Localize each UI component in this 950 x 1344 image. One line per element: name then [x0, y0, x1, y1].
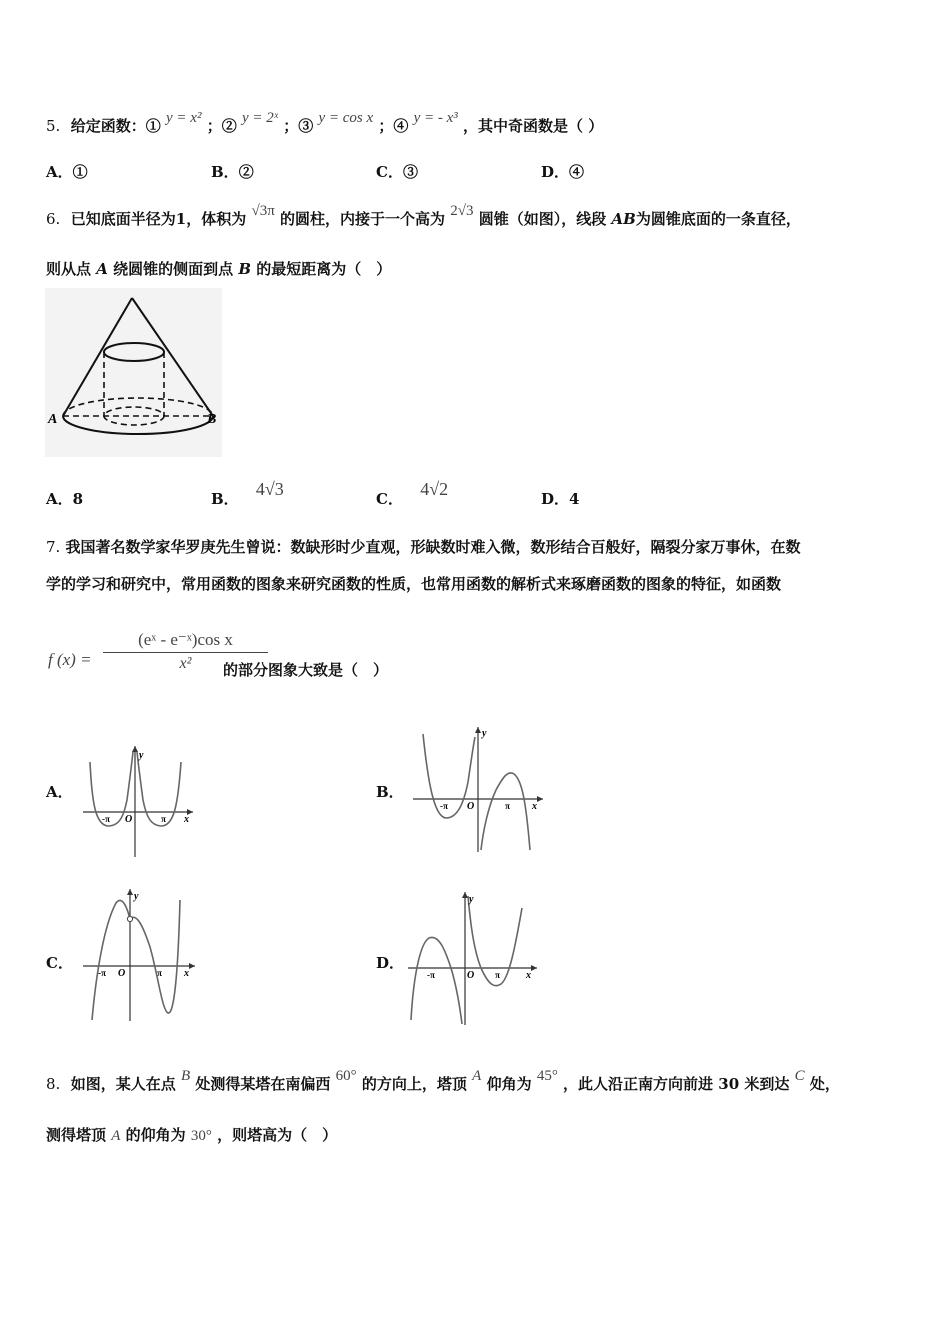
- graph-c-svg: [80, 885, 200, 1025]
- q5-f1: y = x²: [166, 110, 202, 126]
- cone-diagram: [45, 288, 222, 457]
- q5-sep3: ；③: [283, 117, 314, 135]
- graph-a-curve-right: [137, 752, 181, 826]
- graph-b-y-label: y: [482, 728, 487, 739]
- q7-graph-c[interactable]: [80, 885, 200, 1025]
- q5-option-c-text: ③: [402, 163, 418, 181]
- graph-a-svg: [78, 740, 198, 860]
- q7-option-b[interactable]: [376, 781, 404, 802]
- q8-angle1: 60°: [335, 1068, 357, 1084]
- q7-line1: 我国著名数学家华罗庚先生曾说：数缺形时少直观，形缺数时难入微，数形结合百般好，隔裂分家万事休，在数: [65, 538, 801, 556]
- graph-a-pi: π: [161, 814, 166, 824]
- q7-graph-a[interactable]: [78, 740, 198, 860]
- q6-option-d-label: D．: [541, 490, 570, 508]
- q7-option-a-label: A．: [46, 783, 73, 801]
- q6-option-c[interactable]: [376, 479, 449, 509]
- q6-option-b-label: B．: [211, 490, 239, 508]
- q8-point-a2: A: [111, 1128, 121, 1144]
- graph-d-origin-label: O: [467, 970, 475, 981]
- q6-option-d-text: 4: [569, 490, 580, 508]
- q5-option-a-label: A．: [46, 163, 73, 181]
- graph-c-x-label: x: [184, 968, 189, 979]
- q6-option-a-label: A．: [46, 490, 73, 508]
- graph-d-y-label: y: [469, 894, 474, 905]
- q7-graph-d[interactable]: [405, 888, 545, 1028]
- q6-stem-line1: [46, 203, 801, 229]
- q6-radius: 1: [175, 210, 187, 228]
- q5-option-d-label: D．: [541, 163, 570, 181]
- q6-option-a-text: 8: [72, 490, 84, 508]
- graph-d-y-arrow: [462, 892, 468, 898]
- q7-option-d[interactable]: [376, 952, 404, 973]
- q7-option-c-label: C．: [46, 954, 73, 972]
- q7-stem-line1: [46, 536, 801, 557]
- graph-d-x-label: x: [526, 970, 531, 981]
- graph-b-origin-label: O: [467, 801, 475, 812]
- q8-number: 8.: [46, 1075, 61, 1093]
- q7-line2: 学的学习和研究中，常用函数的图象来研究函数的性质，也常用函数的解析式来琢磨函数的图象的特征，如函数: [46, 575, 782, 593]
- q5-option-a-text: ①: [72, 163, 88, 181]
- q6-part3: 的圆柱，内接于一个高为: [280, 210, 446, 228]
- q5-f3: y = cos x: [318, 110, 374, 126]
- q5-number: 5.: [46, 117, 61, 135]
- q6-height: 2√3: [450, 203, 474, 219]
- q8-p5: ，此人沿正南方向前进 30 米到达: [563, 1075, 790, 1093]
- q7-number: 7.: [46, 538, 61, 556]
- q8-p4: 仰角为: [486, 1075, 532, 1093]
- graph-d-neg-pi: -π: [427, 970, 435, 980]
- graph-c-y-arrow: [127, 889, 133, 895]
- graph-d-pi: π: [495, 970, 500, 980]
- q6-option-b-text: 4√3: [255, 479, 284, 499]
- q7-graph-b[interactable]: [408, 722, 548, 856]
- q6-part2: ，体积为: [186, 210, 247, 228]
- graph-a-neg-pi: -π: [102, 814, 110, 824]
- q5-option-b-label: B．: [211, 163, 239, 181]
- q5-option-d-text: ④: [569, 163, 585, 181]
- q6-option-a[interactable]: [46, 488, 83, 509]
- cone-label-b: B: [207, 412, 217, 427]
- q7-fraction-bar: [103, 652, 268, 653]
- graph-b-pi: π: [505, 801, 510, 811]
- q5-option-b-text: ②: [238, 163, 254, 181]
- graph-b-svg: [408, 722, 548, 856]
- q6-part1: 已知底面半径为: [70, 210, 176, 228]
- cone-base-front: [63, 416, 213, 434]
- graph-c-curve-left: [92, 900, 130, 1020]
- q8-p1: 如图，某人在点: [70, 1075, 176, 1093]
- graph-c-hollow-point: [127, 916, 132, 921]
- q8-p6: 处，: [809, 1075, 840, 1093]
- q6-volume: √3π: [251, 203, 275, 219]
- graph-d-curve-left: [411, 937, 462, 1024]
- q5-option-a[interactable]: [46, 161, 88, 182]
- graph-c-y-label: y: [134, 891, 139, 902]
- cylinder-top: [104, 343, 164, 361]
- graph-c-x-arrow: [189, 963, 195, 969]
- q6-seg: AB: [611, 210, 636, 228]
- q7-suffix: 的部分图象大致是（ ）: [223, 661, 389, 679]
- cone-label-a: A: [48, 412, 58, 427]
- q7-stem-line2: [46, 573, 781, 594]
- q8-l2b: 的仰角为: [125, 1126, 186, 1144]
- q8-l2c: ，则塔高为（ ）: [217, 1126, 338, 1144]
- q6-number: 6.: [46, 210, 61, 228]
- q8-p3: 的方向上，塔顶: [361, 1075, 467, 1093]
- q6-option-c-text: 4√2: [420, 479, 449, 499]
- q7-option-d-label: D．: [376, 954, 405, 972]
- q6-line2-a: 则从点: [46, 260, 92, 278]
- graph-b-curve-right: [481, 773, 530, 850]
- graph-a-y-label: y: [139, 750, 144, 761]
- q5-sep4: ；④: [378, 117, 409, 135]
- graph-b-x-arrow: [537, 796, 543, 802]
- graph-c-pi: π: [157, 968, 162, 978]
- q8-angle3: 30°: [190, 1128, 212, 1144]
- graph-d-x-arrow: [531, 965, 537, 971]
- q6-cone-figure: [45, 288, 222, 457]
- q6-stem-line2: [46, 258, 391, 279]
- q8-angle2: 45°: [536, 1068, 558, 1084]
- q7-numerator: (eˣ - e⁻ˣ)cos x: [138, 630, 233, 649]
- q7-option-b-label: B．: [376, 783, 404, 801]
- graph-a-y-arrow: [132, 746, 138, 752]
- q6-line2-c: 的最短距离为（ ）: [256, 260, 392, 278]
- q5-option-c[interactable]: [376, 161, 418, 182]
- q5-option-c-label: C．: [376, 163, 403, 181]
- graph-b-x-label: x: [532, 801, 537, 812]
- q5-option-b[interactable]: [211, 161, 254, 182]
- q8-point-b: B: [181, 1068, 191, 1084]
- q5-f2: y = 2ˣ: [241, 110, 278, 126]
- q8-point-a: A: [472, 1068, 482, 1084]
- graph-a-x-label: x: [184, 814, 189, 825]
- q6-part4: 圆锥（如图），线段: [478, 210, 607, 228]
- graph-c-origin-label: O: [118, 968, 126, 979]
- q5-sep2: ；②: [206, 117, 237, 135]
- q8-point-c: C: [794, 1068, 805, 1084]
- q5-prefix: 给定函数：①: [70, 117, 161, 135]
- graph-d-svg: [405, 888, 545, 1028]
- q8-stem-line1: [46, 1068, 840, 1094]
- q6-line2-b: 绕圆锥的侧面到点: [113, 260, 234, 278]
- q6-option-b[interactable]: [211, 479, 284, 509]
- q6-part5: 为圆锥底面的一条直径，: [635, 210, 801, 228]
- q5-option-d[interactable]: [541, 161, 584, 182]
- q5-suffix: ，其中奇函数是（ ）: [463, 117, 604, 135]
- q7-option-a[interactable]: [46, 781, 73, 802]
- graph-c-neg-pi: -π: [98, 968, 106, 978]
- q8-stem-line2: [46, 1124, 337, 1145]
- q7-fx: f (x) =: [48, 650, 92, 669]
- q5-stem: [46, 110, 604, 136]
- q6-option-c-label: C．: [376, 490, 403, 508]
- graph-c-curve-right: [130, 900, 180, 1013]
- q7-denominator: x²: [179, 655, 192, 672]
- q6-point-b: B: [238, 260, 252, 278]
- graph-a-origin-label: O: [125, 814, 133, 825]
- q8-l2a: 测得塔顶: [46, 1126, 107, 1144]
- graph-b-neg-pi: -π: [440, 801, 448, 811]
- q7-option-c[interactable]: [46, 952, 73, 973]
- q6-point-a: A: [96, 260, 108, 278]
- q8-p2: 处测得某塔在南偏西: [195, 1075, 331, 1093]
- graph-b-y-arrow: [475, 727, 481, 733]
- q6-option-d[interactable]: [541, 488, 579, 509]
- q5-f4: y = - x³: [413, 110, 458, 126]
- cone-right-side: [132, 298, 213, 416]
